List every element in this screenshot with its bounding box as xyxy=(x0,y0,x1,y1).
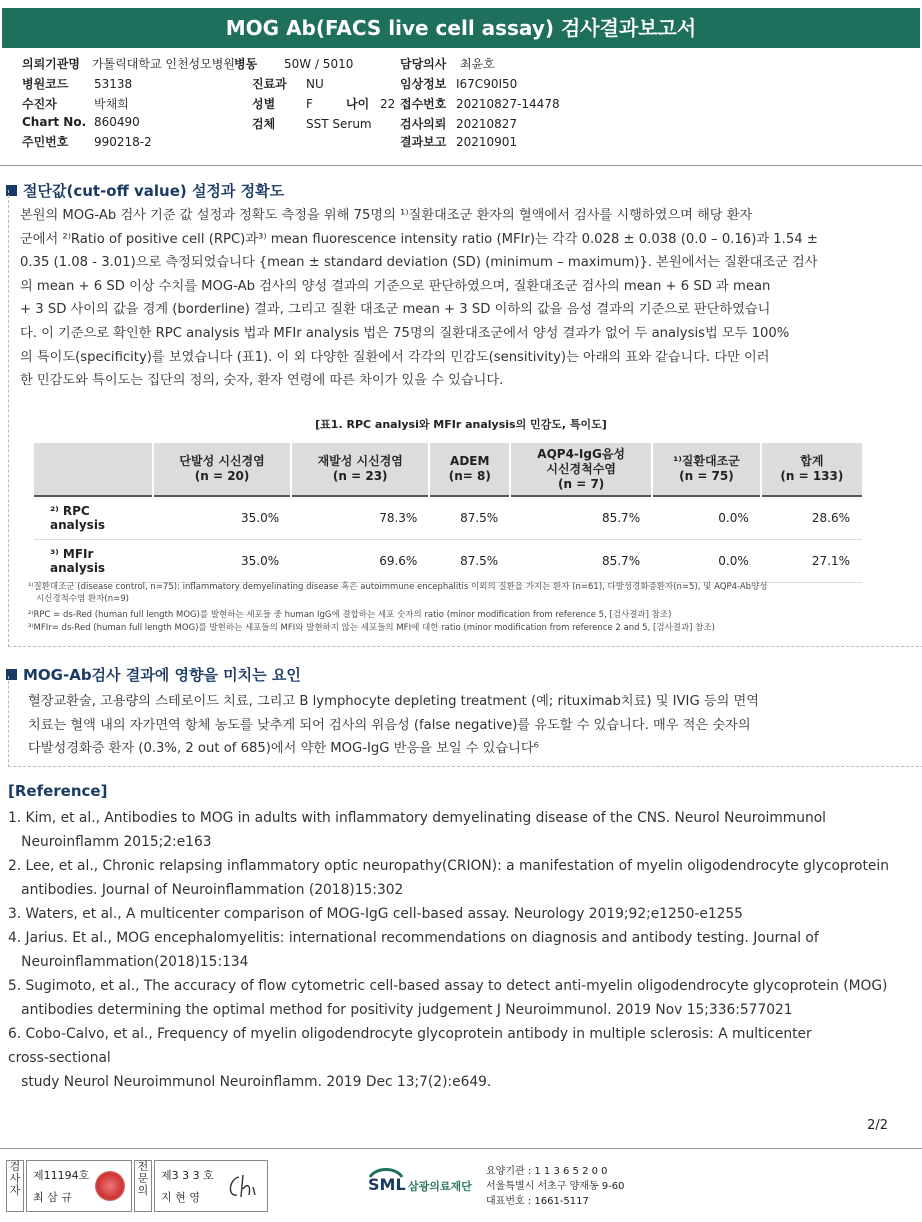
header-divider xyxy=(0,165,922,166)
table-cell: 85.7% xyxy=(510,540,652,583)
report-date-label: 결과보고 xyxy=(400,135,447,149)
text-line: 치료는 혈액 내의 자가면역 항체 농도를 낮추게 되어 검사의 위음성 (false negative)를 유도할 수 있습니다. 매우 적은 숫자의 xyxy=(28,717,751,733)
logo-text: SML xyxy=(368,1175,406,1194)
footnote: 시신경척수염 환자(n=9) xyxy=(36,594,129,604)
reference-line: Neuroinflamm 2015;2:e163 xyxy=(8,834,212,850)
dept-label: 진료과 xyxy=(252,77,287,91)
specimen-value: SST Serum xyxy=(306,117,372,131)
sex-value: F xyxy=(306,97,313,111)
address: 서울특별시 서초구 양재동 9-60 xyxy=(486,1181,625,1192)
text-line: 혈장교환술, 고용량의 스테로이드 치료, 그리고 B lymphocyte depleting treatment (예; rituximab치료) 및 IVIG 등의 면역 xyxy=(28,694,760,709)
institution-label: 의뢰기관명 xyxy=(22,57,80,71)
table-cell: 27.1% xyxy=(761,540,862,583)
table-cell: 87.5% xyxy=(429,496,510,540)
table-cell: 35.0% xyxy=(153,496,291,540)
table-header-empty xyxy=(34,443,153,496)
row-label: ³⁾ MFIr analysis xyxy=(34,540,153,583)
table-header-cell: 단발성 시신경염 (n = 20) xyxy=(153,443,291,496)
footer-divider xyxy=(0,1148,922,1149)
report-date-value: 20210901 xyxy=(456,135,518,149)
ward-value: 50W / 5010 xyxy=(284,57,354,71)
doctor-value: 최윤호 xyxy=(460,57,495,71)
reference-line: 5. Sugimoto, et al., The accuracy of flow cytometric cell-based assay to detect anti-myelin oligodendrocyte glycoprotein (MOG) xyxy=(8,978,888,994)
specimen-label: 검체 xyxy=(252,117,276,131)
footnote: ³⁾MFIr= ds-Red (human full length MOG)를 발현하는 세포들의 MFI와 발현하지 않는 세포들의 MFI에 대한 ratio (minor modification from reference 2 and 5, [검사결과] 참조) xyxy=(28,623,715,633)
text-line: 의 mean + 6 SD 이상 수치를 MOG-Ab 검사의 양성 결과의 기준으로 판단하였으며, 질환대조군 검사의 mean + 6 SD 과 mean xyxy=(20,278,771,294)
text-line: 0.35 (1.08 - 3.01)으로 측정되었습니다 {mean ± standard deviation (SD) (minimum – maximum)}. 본원에서는 질환대조군 검사 xyxy=(20,255,818,271)
reference-line: antibodies. Journal of Neuroinflammation (2018)15:302 xyxy=(8,882,404,898)
inspector-signature xyxy=(26,1160,132,1212)
reference-line: study Neurol Neuroimmunol Neuroinflamm. 2019 Dec 13;7(2):e649. xyxy=(8,1074,492,1090)
specialist-label: 전문의 xyxy=(134,1160,152,1212)
table-row xyxy=(34,496,862,540)
sml-logo xyxy=(366,1165,472,1195)
text-line: 한 민감도와 특이도는 집단의 정의, 숫자, 환자 연령에 따른 차이가 있을 수 있습니다. xyxy=(20,373,504,389)
examinee-label: 수진자 xyxy=(22,97,57,111)
chart-value: 860490 xyxy=(94,115,140,129)
reference-line: antibodies determining the optimal method for positivity judgement J Neuroimmunol. 2019 Nov 15;336:577021 xyxy=(8,1002,793,1018)
code-value: 53138 xyxy=(94,77,133,91)
table-row xyxy=(34,540,862,583)
specialist-name: 지 현 영 xyxy=(161,1191,200,1204)
table-header-cell: 합계 (n = 133) xyxy=(761,443,862,496)
reference-line: Neuroinflammation(2018)15:134 xyxy=(8,954,249,970)
org-name: 삼광의료재단 xyxy=(408,1180,472,1193)
section2-heading-text: MOG-Ab검사 결과에 영향을 미치는 요인 xyxy=(23,666,301,684)
text-line: 군에서 ²⁾Ratio of positive cell (RPC)과³⁾ mean fluorescence intensity ratio (MFIr)는 각각 0.028 ± 0.038 (0.0 – 0.16)과 1.54 ± xyxy=(20,231,818,247)
sensitivity-table xyxy=(34,443,862,583)
id-value: 990218-2 xyxy=(94,135,152,149)
page-number: 2/2 xyxy=(867,1118,888,1133)
ward-label: 병동 xyxy=(234,57,258,71)
section2-paragraph xyxy=(28,690,898,761)
dept-value: NU xyxy=(306,77,324,91)
specialist-signature xyxy=(154,1160,268,1212)
report-title: MOG Ab(FACS live cell assay) 검사결과보고서 xyxy=(2,8,920,48)
table-cell: 0.0% xyxy=(652,540,761,583)
clinical-value: I67C90I50 xyxy=(456,77,518,91)
table-header-cell: ¹⁾질환대조군 (n = 75) xyxy=(652,443,761,496)
org-address xyxy=(486,1164,625,1209)
receipt-value: 20210827-14478 xyxy=(456,97,560,111)
row-label: ²⁾ RPC analysis xyxy=(34,496,153,540)
code-label: 병원코드 xyxy=(22,77,69,91)
text-line: + 3 SD 사이의 값을 경계 (borderline) 결과, 그리고 질환 대조군 mean + 3 SD 이하의 값을 음성 결과의 기준으로 판단하였습니 xyxy=(20,302,771,318)
table-caption: [표1. RPC analysi와 MFIr analysis의 민감도, 특이도] xyxy=(315,418,607,431)
clinical-label: 임상정보 xyxy=(400,77,447,91)
reference-line: cross-sectional xyxy=(8,1050,111,1066)
age-value: 22 xyxy=(380,97,396,111)
table-cell: 78.3% xyxy=(291,496,429,540)
receipt-label: 접수번호 xyxy=(400,97,447,111)
table-cell: 87.5% xyxy=(429,540,510,583)
table-header-cell: AQP4-IgG음성 시신경척수염 (n = 7) xyxy=(510,443,652,496)
id-label: 주민번호 xyxy=(22,135,69,149)
institution-value: 가톨릭대학교 인천성모병원 xyxy=(92,57,235,71)
footnote: ²⁾RPC = ds-Red (human full length MOG)를 발현하는 세포들 중 human IgG에 결합하는 세포 숫자의 ratio (minor modification from reference 5, [검사결과] 참조) xyxy=(28,610,672,620)
chart-label: Chart No. xyxy=(22,115,87,129)
table-cell: 69.6% xyxy=(291,540,429,583)
agency-number: 요양기관 : 1 1 3 6 5 2 0 0 xyxy=(486,1166,608,1177)
table-header-cell: 재발성 시신경염 (n = 23) xyxy=(291,443,429,496)
table-cell: 85.7% xyxy=(510,496,652,540)
seal-stamp-icon xyxy=(95,1171,125,1201)
examinee-value: 박채희 xyxy=(94,97,129,111)
section1-heading-text: 절단값(cut-off value) 설정과 정확도 xyxy=(23,182,285,200)
text-line: 본원의 MOG-Ab 검사 기준 값 설정과 정확도 측정을 위해 75명의 ¹⁾질환대조군 환자의 혈액에서 검사를 시행하였으며 해당 환자 xyxy=(20,208,753,223)
reference-line: 6. Cobo-Calvo, et al., Frequency of myelin oligodendrocyte glycoprotein antibody in multiple sclerosis: A multicenter xyxy=(8,1026,812,1042)
table-cell: 0.0% xyxy=(652,496,761,540)
inspector-number: 제11194호 xyxy=(33,1169,90,1182)
phone-number: 대표번호 : 1661-5117 xyxy=(486,1196,589,1207)
inspector-label: 검사자 xyxy=(6,1160,24,1212)
request-value: 20210827 xyxy=(456,117,518,131)
handwritten-signature-icon xyxy=(225,1171,261,1201)
age-label: 나이 xyxy=(346,97,370,111)
table-header-cell: ADEM (n= 8) xyxy=(429,443,510,496)
table-header-row xyxy=(34,443,862,496)
table-cell: 28.6% xyxy=(761,496,862,540)
request-label: 검사의뢰 xyxy=(400,117,447,131)
inspector-name: 최 삼 규 xyxy=(33,1191,72,1204)
reference-line: 4. Jarius. Et al., MOG encephalomyelitis: international recommendations on diagnosis and antibody testing. Journal of xyxy=(8,930,819,946)
reference-heading: [Reference] xyxy=(8,782,108,800)
doctor-label: 담당의사 xyxy=(400,57,447,71)
reference-line: 1. Kim, et al., Antibodies to MOG in adults with inflammatory demyelinating disease of the CNS. Neurol Neuroimmunol xyxy=(8,810,826,826)
table-cell: 35.0% xyxy=(153,540,291,583)
reference-line: 2. Lee, et al., Chronic relapsing inflammatory optic neuropathy(CRION): a manifestation of myelin oligodendrocyte glycoprotein xyxy=(8,858,889,874)
text-line: 다. 이 기준으로 확인한 RPC analysis 법과 MFIr analysis 법은 75명의 질환대조군에서 양성 결과가 없어 두 analysis법 모두 100% xyxy=(20,325,790,341)
reference-line: 3. Waters, et al., A multicenter comparison of MOG-IgG cell-based assay. Neurology 2019;92;e1250-e1255 xyxy=(8,906,743,922)
specialist-number: 제3 3 3 호 xyxy=(161,1169,214,1182)
text-line: 의 특이도(specificity)를 보였습니다 (표1). 이 외 다양한 질환에서 각각의 민감도(sensitivity)는 아래의 표와 같습니다. 다만 이러 xyxy=(20,349,770,365)
footnote: ¹⁾질환대조군 (disease control, n=75): inflammatory demyelinating disease 혹은 autoimmune encephalitis 이외의 질환을 가지는 환자 (n=61), 다발성경화증환자(n=5), 및 AQP4-Ab양성 xyxy=(28,582,768,592)
sex-label: 성별 xyxy=(252,97,276,111)
section1-paragraph xyxy=(20,204,882,393)
text-line: 다발성경화증 환자 (0.3%, 2 out of 685)에서 약한 MOG-IgG 반응을 보일 수 있습니다⁶ xyxy=(28,741,539,757)
